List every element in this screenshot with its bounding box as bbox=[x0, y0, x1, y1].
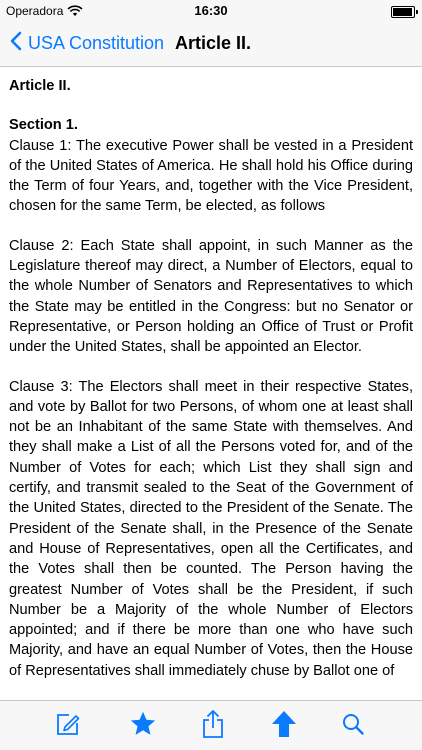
arrow-up-icon bbox=[270, 709, 298, 744]
clause-paragraph: Clause 3: The Electors shall meet in their respective States, and vote by Ballot for two Persons, of whom one at least shall not be an Inhabitant of the same State with themselves. And they shall make a List of all the Persons voted for, and of the Number of Votes for each; which List they shall sign and certify, and transmit sealed to the Seat of the Government of the United States, directed to the President of the Senate. The President of the Senate shall, in the Presence of the Senate and House of Representatives, open all the Certificates, and the Votes shall then be counted. The Person having the greatest Number of Votes shall be the President, if such Number be a Majority of the whole Number of Electors appointed; and if there be more than one who have such Majority, and have an equal Number of Votes, then the House of Representatives shall immediately chuse by Ballot one of bbox=[9, 378, 413, 679]
page-title: Article II. bbox=[175, 33, 252, 53]
share-icon bbox=[201, 709, 225, 744]
bottom-toolbar bbox=[0, 700, 422, 750]
star-icon bbox=[129, 710, 157, 743]
clock: 16:30 bbox=[194, 3, 228, 18]
clause-paragraph: Clause 1: The executive Power shall be vested in a President of the United States of America. He shall hold his Office during the Term of four Years, and, together with the Vice President, chosen for the same Term, be elected, as follows bbox=[9, 137, 413, 215]
back-button[interactable] bbox=[10, 31, 164, 56]
scroll-to-top-button[interactable] bbox=[269, 711, 299, 741]
favorite-button[interactable] bbox=[128, 711, 158, 741]
chevron-left-icon bbox=[10, 31, 22, 56]
clause-paragraph: Clause 2: Each State shall appoint, in such Manner as the Legislature thereof may direct, a Number of Electors, equal to the whole Number of Senators and Representatives to which the State may be entitled in the Congress: but no Senator or Representative, or Person holding an Office of Trust or Profit under the United States, shall be appointed an Elector. bbox=[9, 237, 413, 356]
compose-button[interactable] bbox=[53, 711, 83, 741]
search-button[interactable] bbox=[338, 711, 368, 741]
article-heading: Article II. bbox=[9, 78, 71, 94]
status-bar bbox=[0, 0, 422, 22]
article-content[interactable] bbox=[0, 66, 422, 700]
compose-icon bbox=[55, 711, 81, 742]
battery-icon bbox=[391, 6, 415, 18]
back-label: USA Constitution bbox=[28, 33, 165, 53]
section-heading: Section 1. bbox=[9, 117, 78, 134]
navigation-bar bbox=[0, 22, 422, 67]
search-icon bbox=[341, 712, 365, 741]
share-button[interactable] bbox=[198, 711, 228, 741]
carrier-label: Operadora bbox=[6, 4, 64, 18]
